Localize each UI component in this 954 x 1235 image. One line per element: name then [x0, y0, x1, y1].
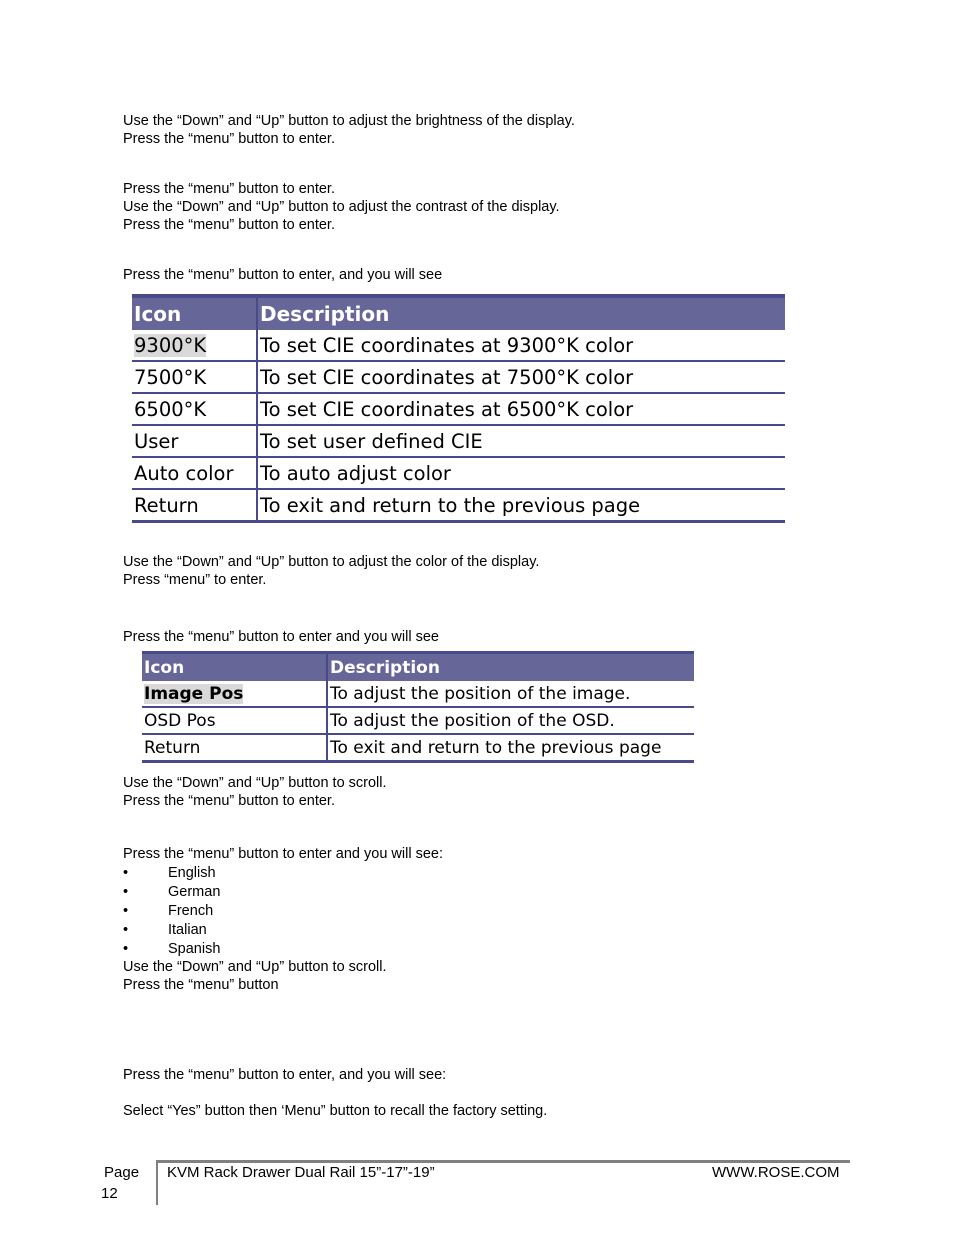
header-icon: Icon	[142, 653, 327, 682]
table-row	[132, 361, 785, 393]
table-cell-description: To exit and return to the previous page	[260, 493, 641, 517]
contrast-instruction-2: Use the “Down” and “Up” button to adjust the contrast of the display.	[123, 199, 560, 215]
table-cell-icon: Return	[132, 489, 257, 522]
footer-page-number: 12	[101, 1185, 118, 1202]
table-cell-description: To set CIE coordinates at 9300°K color	[257, 330, 785, 361]
table-cell-icon: OSD Pos	[142, 707, 327, 734]
table-cell-description: To set CIE coordinates at 7500°K color	[257, 361, 785, 393]
language-intro: Press the “menu” button to enter and you will see:	[123, 846, 443, 862]
table-cell-icon: 6500°K	[132, 393, 257, 425]
list-item: • French	[123, 902, 220, 921]
position-instruction-2: Press the “menu” button to enter.	[123, 793, 335, 809]
list-item: • English	[123, 864, 220, 883]
recall-intro: Press the “menu” button to enter, and you will see:	[123, 1067, 447, 1083]
footer-page-label: Page	[104, 1164, 140, 1181]
language-list	[123, 864, 220, 959]
position-intro: Press the “menu” button to enter and you will see	[123, 629, 439, 645]
header-description: Description	[257, 296, 785, 330]
table-row	[132, 457, 785, 489]
table-row	[132, 330, 785, 361]
table-cell-icon: User	[132, 425, 257, 457]
table-row	[142, 734, 694, 762]
color-intro: Press the “menu” button to enter, and you will see	[123, 267, 443, 283]
color-settings-table	[132, 294, 785, 523]
header-icon: Icon	[132, 296, 257, 330]
table-cell-description: To auto adjust color	[257, 457, 785, 489]
table-cell-description: To adjust the position of the image.	[327, 681, 694, 707]
table-row	[132, 489, 785, 522]
contrast-instruction-3: Press the “menu” button to enter.	[123, 217, 335, 233]
footer-divider	[156, 1160, 158, 1205]
position-settings-table	[142, 651, 694, 763]
contrast-instruction-1: Press the “menu” button to enter.	[123, 181, 335, 197]
language-instruction-2: Press the “menu” button	[123, 977, 279, 993]
table-row	[142, 707, 694, 734]
footer-title: KVM Rack Drawer Dual Rail 15”-17”-19”	[167, 1164, 435, 1181]
table-cell-description: To adjust the position of the OSD.	[327, 707, 694, 734]
table-row	[142, 681, 694, 707]
table-cell-icon: 7500°K	[132, 361, 257, 393]
color-instruction-2: Press “menu” to enter.	[123, 572, 267, 588]
brightness-instruction-2: Press the “menu” button to enter.	[123, 131, 335, 147]
table-row	[132, 425, 785, 457]
recall-instruction: Select “Yes” button then ‘Menu” button to recall the factory setting.	[123, 1103, 548, 1119]
table-header-row	[132, 296, 785, 330]
icon-label: 9300°K	[134, 333, 207, 357]
brightness-instruction-1: Use the “Down” and “Up” button to adjust the brightness of the display.	[123, 113, 575, 129]
list-item: • Spanish	[123, 940, 220, 959]
footer-rule	[156, 1160, 850, 1163]
list-item: • German	[123, 883, 220, 902]
table-cell-description: To set user defined CIE	[257, 425, 785, 457]
table-cell-icon: Auto color	[132, 457, 257, 489]
list-item: • Italian	[123, 921, 220, 940]
table-cell-icon: Return	[142, 734, 327, 762]
table-cell-icon	[142, 681, 327, 707]
table-cell-icon	[132, 330, 257, 361]
table-cell-description: To exit and return to the previous page	[330, 737, 662, 758]
table-row	[132, 393, 785, 425]
color-instruction-1: Use the “Down” and “Up” button to adjust the color of the display.	[123, 554, 540, 570]
position-instruction-1: Use the “Down” and “Up” button to scroll.	[123, 775, 387, 791]
footer-website: WWW.ROSE.COM	[712, 1164, 840, 1181]
icon-label: Image Pos	[144, 683, 244, 704]
table-cell-description: To set CIE coordinates at 6500°K color	[257, 393, 785, 425]
header-description: Description	[327, 653, 694, 682]
table-header-row	[142, 653, 694, 682]
language-instruction-1: Use the “Down” and “Up” button to scroll.	[123, 959, 387, 975]
